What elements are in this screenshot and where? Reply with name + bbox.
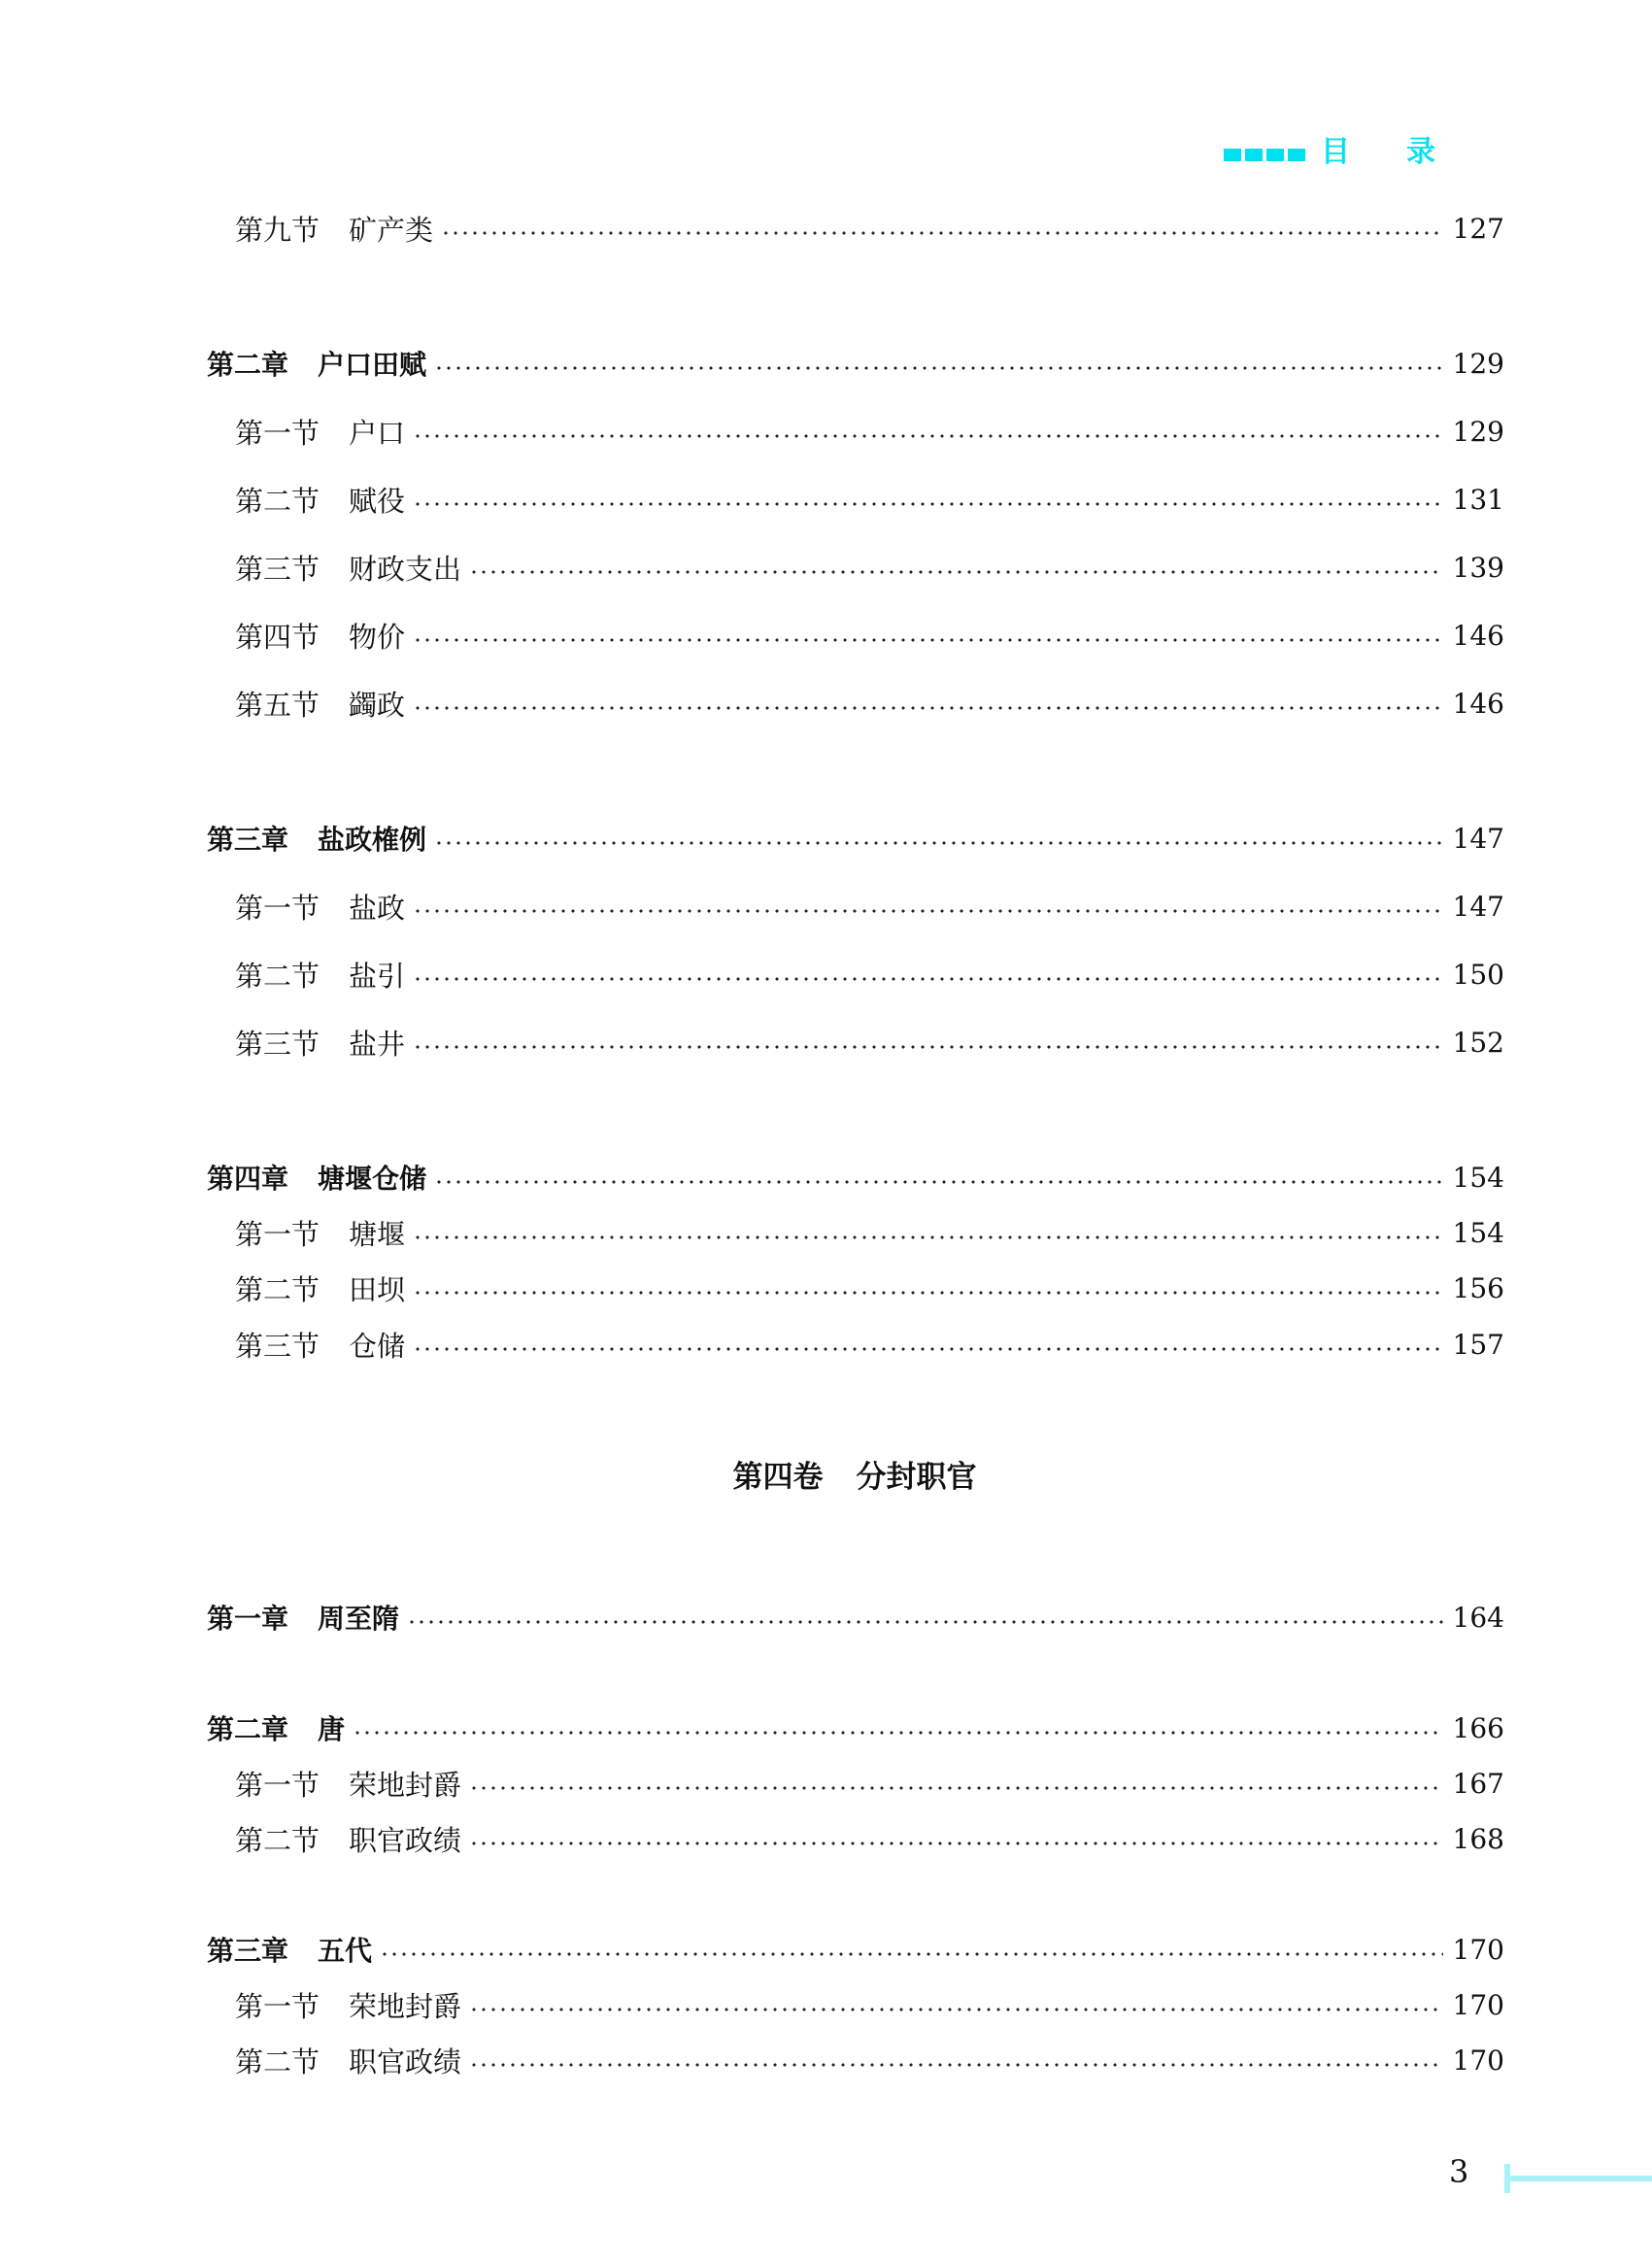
toc-section-entry xyxy=(207,885,1504,928)
footer-bar xyxy=(1504,2176,1652,2181)
entry-title: 蠲政 xyxy=(349,688,406,722)
dot-leader xyxy=(434,1180,1443,1184)
entry-title: 塘堰仓储 xyxy=(318,1163,427,1195)
entry-page: 131 xyxy=(1452,483,1504,516)
dot-leader xyxy=(413,434,1443,438)
entry-page: 154 xyxy=(1452,1216,1504,1249)
entry-page: 170 xyxy=(1452,2044,1504,2077)
toc-chapter-entry xyxy=(207,1928,1504,1971)
running-header xyxy=(1224,129,1492,168)
dot-leader xyxy=(353,1731,1443,1735)
dot-leader xyxy=(413,1291,1443,1295)
entry-number: 第二章 xyxy=(207,1713,289,1745)
entry-number: 第一章 xyxy=(207,1603,289,1635)
entry-title: 职官政绩 xyxy=(349,2044,462,2078)
volume-title: 分封职官 xyxy=(856,1460,977,1495)
entry-number: 第二节 xyxy=(235,959,320,993)
entry-number: 第三章 xyxy=(207,1935,289,1967)
dot-leader xyxy=(413,1347,1443,1351)
volume-number: 第四卷 xyxy=(732,1460,824,1495)
dot-leader xyxy=(413,1235,1443,1239)
dot-leader xyxy=(469,2063,1443,2067)
dot-leader xyxy=(413,502,1443,506)
entry-title: 仓储 xyxy=(349,1329,406,1363)
entry-page: 129 xyxy=(1452,347,1504,380)
toc-chapter-entry xyxy=(207,1706,1504,1749)
dot-leader xyxy=(413,638,1443,642)
entry-title: 盐井 xyxy=(349,1027,406,1061)
dot-leader xyxy=(469,2008,1443,2011)
entry-number: 第四节 xyxy=(235,620,320,654)
entry-number: 第二章 xyxy=(207,349,289,381)
entry-number: 第一节 xyxy=(235,1768,320,1802)
dot-leader xyxy=(413,1045,1443,1049)
footer-tick xyxy=(1504,2164,1510,2193)
entry-title: 盐引 xyxy=(349,959,406,993)
entry-title: 周至隋 xyxy=(318,1603,400,1635)
toc-section-entry xyxy=(207,1211,1504,1254)
entry-title: 田坝 xyxy=(349,1272,406,1306)
entry-page: 146 xyxy=(1452,619,1504,652)
dot-leader xyxy=(434,841,1443,845)
toc-section-entry xyxy=(207,410,1504,453)
entry-title: 唐 xyxy=(318,1713,346,1745)
dot-leader xyxy=(434,366,1443,370)
toc-section-entry xyxy=(207,207,1504,250)
entry-number: 第五节 xyxy=(235,688,320,722)
page-number: 3 xyxy=(1449,2153,1469,2190)
header-title: 目录 xyxy=(1321,135,1492,169)
toc-section-entry xyxy=(207,1983,1504,2026)
entry-title: 五代 xyxy=(318,1935,373,1967)
entry-title: 盐政 xyxy=(349,891,406,925)
toc-chapter-entry xyxy=(207,817,1504,860)
header-decoration xyxy=(1224,149,1305,161)
entry-number: 第一节 xyxy=(235,891,320,925)
entry-number: 第一节 xyxy=(235,1989,320,2023)
toc-section-entry xyxy=(207,546,1504,589)
entry-title: 户口田赋 xyxy=(318,349,427,381)
entry-page: 166 xyxy=(1452,1711,1504,1744)
entry-page: 139 xyxy=(1452,551,1504,584)
entry-page: 170 xyxy=(1452,1933,1504,1966)
toc-section-entry xyxy=(207,953,1504,996)
volume-heading xyxy=(0,1452,1652,1496)
entry-page: 129 xyxy=(1452,415,1504,448)
entry-title: 荣地封爵 xyxy=(349,1768,462,1802)
toc-section-entry xyxy=(207,1323,1504,1366)
entry-page: 156 xyxy=(1452,1271,1504,1304)
entry-title: 财政支出 xyxy=(349,552,462,586)
toc-chapter-entry xyxy=(207,342,1504,385)
entry-page: 147 xyxy=(1452,822,1504,855)
dot-leader xyxy=(407,1620,1443,1624)
toc-section-entry xyxy=(207,1021,1504,1064)
entry-number: 第二节 xyxy=(235,1272,320,1306)
entry-page: 167 xyxy=(1452,1767,1504,1800)
toc-section-entry xyxy=(207,614,1504,657)
dot-leader xyxy=(469,1842,1443,1845)
entry-page: 150 xyxy=(1452,958,1504,991)
toc-section-entry xyxy=(207,1267,1504,1309)
toc-section-entry xyxy=(207,2039,1504,2081)
entry-title: 赋役 xyxy=(349,484,406,518)
entry-number: 第三节 xyxy=(235,1329,320,1363)
entry-number: 第三章 xyxy=(207,824,289,856)
dot-leader xyxy=(413,706,1443,710)
entry-number: 第一节 xyxy=(235,1217,320,1251)
entry-title: 塘堰 xyxy=(349,1217,406,1251)
entry-page: 146 xyxy=(1452,687,1504,720)
toc-section-entry xyxy=(207,1762,1504,1805)
dot-leader xyxy=(413,909,1443,913)
entry-page: 147 xyxy=(1452,890,1504,923)
toc-chapter-entry xyxy=(207,1156,1504,1199)
entry-number: 第二节 xyxy=(235,2044,320,2078)
toc-section-entry xyxy=(207,478,1504,521)
entry-number: 第三节 xyxy=(235,552,320,586)
dot-leader xyxy=(413,977,1443,981)
toc-section-entry xyxy=(207,1817,1504,1860)
entry-title: 荣地封爵 xyxy=(349,1989,462,2023)
entry-title: 职官政绩 xyxy=(349,1823,462,1857)
entry-page: 170 xyxy=(1452,1988,1504,2021)
entry-title: 物价 xyxy=(349,620,406,654)
dot-leader xyxy=(469,570,1443,574)
entry-title: 户口 xyxy=(349,416,406,450)
entry-number: 第二节 xyxy=(235,484,320,518)
entry-number: 第九节 xyxy=(235,213,320,247)
dot-leader xyxy=(380,1952,1443,1956)
entry-page: 157 xyxy=(1452,1328,1504,1361)
entry-page: 152 xyxy=(1452,1026,1504,1059)
entry-number: 第二节 xyxy=(235,1823,320,1857)
toc-section-entry xyxy=(207,682,1504,725)
entry-page: 164 xyxy=(1452,1601,1504,1634)
entry-page: 127 xyxy=(1452,212,1504,245)
entry-number: 第三节 xyxy=(235,1027,320,1061)
dot-leader xyxy=(469,1786,1443,1790)
entry-title: 盐政榷例 xyxy=(318,824,427,856)
entry-page: 168 xyxy=(1452,1822,1504,1855)
entry-number: 第四章 xyxy=(207,1163,289,1195)
entry-number: 第一节 xyxy=(235,416,320,450)
toc-chapter-entry xyxy=(207,1596,1504,1639)
entry-page: 154 xyxy=(1452,1161,1504,1194)
dot-leader xyxy=(441,231,1443,235)
entry-title: 矿产类 xyxy=(349,213,434,247)
